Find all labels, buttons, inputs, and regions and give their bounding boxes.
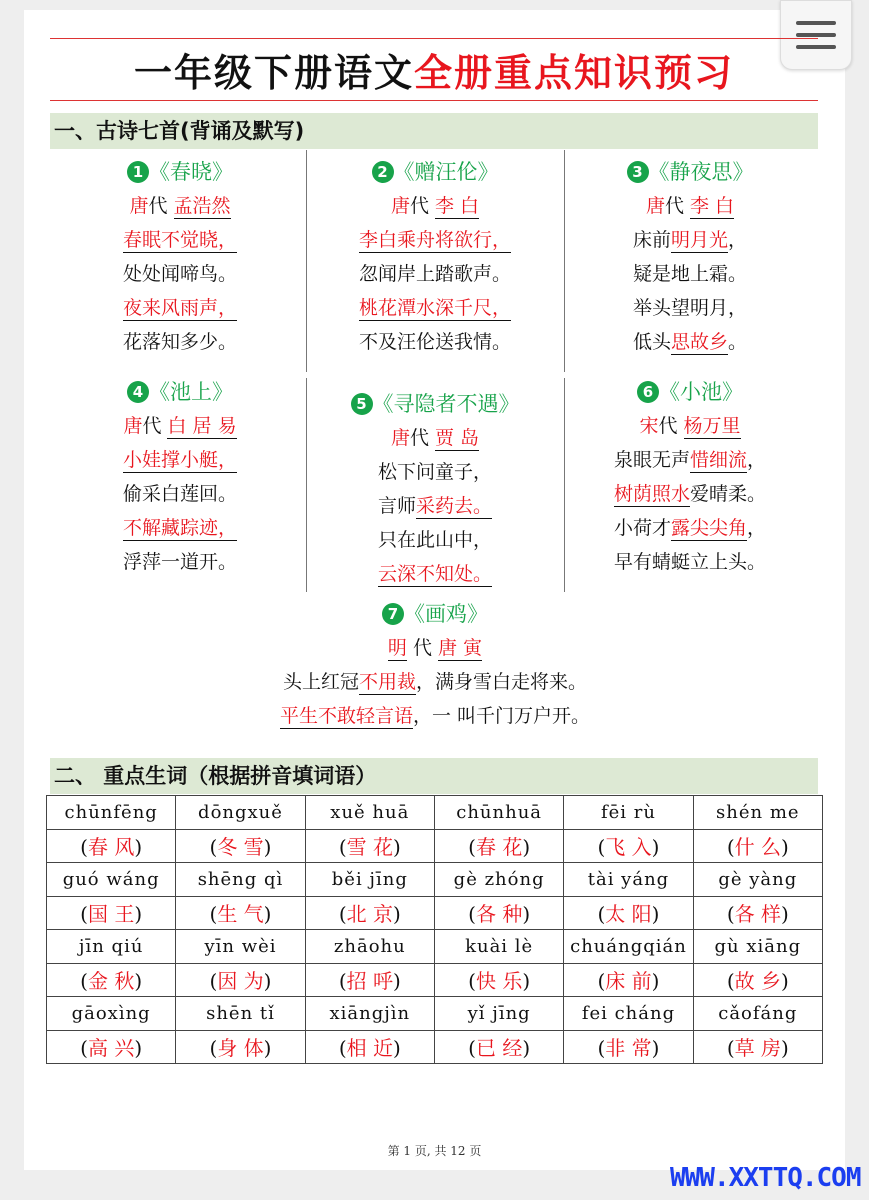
pinyin-cell: gè yàng <box>693 863 822 897</box>
poem-text: 代 <box>142 415 168 437</box>
poem-line <box>310 223 560 257</box>
answer-word: 非 常 <box>605 1036 652 1061</box>
poem-line <box>60 545 300 579</box>
poem-text: ，一 叫千门万户开。 <box>412 705 591 727</box>
answer-text: 桃花潭水深千尺， <box>358 297 511 319</box>
poem-text: ， <box>747 449 767 471</box>
poem-zengwanglun <box>310 155 560 359</box>
pinyin-cell: guó wáng <box>47 863 176 897</box>
pinyin-cell: xiāngjìn <box>305 997 434 1031</box>
poem-text: 松下问童子， <box>377 461 492 483</box>
poem-line <box>60 257 300 291</box>
answer-word: 国 王 <box>87 902 135 927</box>
poem-number-badge: 3 <box>627 161 649 183</box>
poem-line <box>570 325 810 359</box>
answer-cell: (非 常) <box>564 1030 693 1064</box>
poem-author-line <box>570 189 810 223</box>
poem-title-text: 《池上》 <box>149 380 233 404</box>
pinyin-cell: gù xiāng <box>693 930 822 964</box>
pinyin-cell: dōngxuě <box>176 796 305 830</box>
answer-cell: (床 前) <box>564 963 693 997</box>
poem-line <box>60 477 300 511</box>
poem-text: 代 <box>658 415 684 437</box>
poem-text: 不及汪伦送我情。 <box>358 331 511 353</box>
answer-word: 故 乡 <box>734 969 781 994</box>
answer-text: 白 居 易 <box>167 415 237 437</box>
pinyin-cell: chuángqián <box>564 930 693 964</box>
answer-text: 不解藏踪迹， <box>122 517 237 539</box>
answer-text: 采药去。 <box>416 495 493 517</box>
answer-word: 雪 花 <box>346 835 393 860</box>
poem-text: 举头望明月， <box>632 297 747 319</box>
poem-line <box>200 699 670 733</box>
answer-word: 太 阳 <box>605 902 652 927</box>
column-divider <box>306 150 307 372</box>
poem-text: 言师 <box>377 495 416 517</box>
poem-line <box>60 443 300 477</box>
poem-text: 疑是地上霜。 <box>632 263 747 285</box>
answer-text: 平生不敢轻言语 <box>279 705 413 727</box>
pinyin-cell: xuě huā <box>305 796 434 830</box>
answer-text: 杨万里 <box>683 415 741 437</box>
section1-heading: 一、古诗七首(背诵及默写) <box>50 113 818 149</box>
answer-text: 孟浩然 <box>173 195 231 217</box>
poem-text: 浮萍一道开。 <box>122 551 237 573</box>
pinyin-row <box>47 796 823 830</box>
answer-cell: (高 兴) <box>47 1030 176 1064</box>
answer-word: 身 体 <box>217 1036 264 1061</box>
poem-title <box>570 155 810 189</box>
poem-line <box>570 511 810 545</box>
poem-title-text: 《赠汪伦》 <box>393 160 499 184</box>
answer-cell: (春 风) <box>47 829 176 863</box>
poem-number-badge: 5 <box>351 393 373 415</box>
poem-line <box>60 511 300 545</box>
poem-title <box>310 387 560 421</box>
poem-xunyinzhe <box>310 387 560 591</box>
poem-line <box>310 523 560 557</box>
poem-text: 泉眼无声 <box>613 449 690 471</box>
pinyin-row <box>47 863 823 897</box>
poem-number-badge: 6 <box>637 381 659 403</box>
poem-line <box>310 455 560 489</box>
answer-word: 飞 入 <box>605 835 652 860</box>
poem-line <box>200 665 670 699</box>
pinyin-cell: shēn tǐ <box>176 997 305 1031</box>
answer-word: 生 气 <box>217 902 264 927</box>
answer-word: 金 秋 <box>87 969 135 994</box>
poem-number-badge: 4 <box>127 381 149 403</box>
answer-word: 招 呼 <box>346 969 393 994</box>
section2-heading: 二、 重点生词（根据拼音填词语） <box>50 758 818 794</box>
poem-title <box>60 155 300 189</box>
answer-text: 唐 <box>645 195 665 217</box>
poem-text: 代 <box>664 195 690 217</box>
poem-author-line <box>310 189 560 223</box>
answer-cell: (相 近) <box>305 1030 434 1064</box>
poem-title-text: 《寻隐者不遇》 <box>372 392 520 416</box>
answer-text: 李白乘舟将欲行， <box>358 229 511 251</box>
poem-author-line <box>200 631 670 665</box>
pinyin-cell: jīn qiú <box>47 930 176 964</box>
answer-text: 露尖尖角 <box>670 517 747 539</box>
poem-text: 处处闻啼鸟。 <box>122 263 237 285</box>
column-divider <box>564 378 565 592</box>
poem-line <box>570 443 810 477</box>
answer-cell: (身 体) <box>176 1030 305 1064</box>
poem-text: ， <box>728 229 748 251</box>
poem-line <box>310 325 560 359</box>
answer-cell: (草 房) <box>693 1030 822 1064</box>
answer-cell: (生 气) <box>176 896 305 930</box>
poem-text: 代 <box>409 195 435 217</box>
pinyin-cell: běi jīng <box>305 863 434 897</box>
answer-cell: (春 花) <box>434 829 563 863</box>
poem-jingyesi <box>570 155 810 359</box>
answer-text: 惜细流 <box>689 449 747 471</box>
poem-line <box>60 291 300 325</box>
poem-text: 偷采白莲回。 <box>122 483 237 505</box>
answer-row <box>47 829 823 863</box>
poem-title <box>310 155 560 189</box>
answer-cell: (已 经) <box>434 1030 563 1064</box>
poem-title-text: 《小池》 <box>659 380 743 404</box>
answer-text: 春眠不觉晓， <box>122 229 237 251</box>
pinyin-cell: shén me <box>693 796 822 830</box>
answer-text: 唐 <box>123 415 143 437</box>
answer-text: 小娃撑小艇， <box>122 449 237 471</box>
answer-word: 草 房 <box>734 1036 781 1061</box>
page-title <box>50 42 818 97</box>
poem-number-badge: 1 <box>127 161 149 183</box>
answer-word: 冬 雪 <box>217 835 264 860</box>
poem-line <box>570 545 810 579</box>
answer-row <box>47 896 823 930</box>
poem-line <box>310 489 560 523</box>
answer-word: 床 前 <box>605 969 652 994</box>
poem-chunxiao <box>60 155 300 359</box>
answer-word: 春 花 <box>475 835 523 860</box>
poem-text: ， <box>747 517 767 539</box>
poem-line <box>570 291 810 325</box>
answer-text: 李 白 <box>435 195 480 217</box>
answer-cell: (故 乡) <box>693 963 822 997</box>
poem-line <box>310 257 560 291</box>
poem-title <box>570 375 810 409</box>
answer-text: 云深不知处。 <box>377 563 492 585</box>
poem-title-text: 《春晓》 <box>149 160 233 184</box>
answer-text: 唐 <box>390 195 410 217</box>
answer-word: 快 乐 <box>475 969 523 994</box>
title-part2: 全册重点知识预习 <box>414 51 735 95</box>
answer-text: 宋 <box>639 415 659 437</box>
pinyin-cell: tài yáng <box>564 863 693 897</box>
title-part1: 一年级下册语文 <box>133 51 414 95</box>
answer-text: 不用裁 <box>358 671 416 693</box>
pinyin-cell: gāoxìng <box>47 997 176 1031</box>
answer-word: 已 经 <box>475 1036 523 1061</box>
answer-cell: (国 王) <box>47 896 176 930</box>
answer-text: 唐 <box>129 195 149 217</box>
answer-text: 思故乡 <box>670 331 728 353</box>
poem-text: 低头 <box>632 331 671 353</box>
poem-line <box>570 257 810 291</box>
poem-text: 代 <box>406 637 439 659</box>
answer-word: 北 京 <box>346 902 393 927</box>
poem-line <box>60 325 300 359</box>
answer-cell: (冬 雪) <box>176 829 305 863</box>
answer-word: 各 样 <box>734 902 781 927</box>
poem-line <box>310 291 560 325</box>
answer-cell: (太 阳) <box>564 896 693 930</box>
column-divider <box>306 378 307 592</box>
title-top-rule <box>50 38 818 39</box>
pinyin-cell: chūnhuā <box>434 796 563 830</box>
poem-line <box>310 557 560 591</box>
pinyin-cell: zhāohu <box>305 930 434 964</box>
poem-text: 头上红冠 <box>282 671 359 693</box>
pinyin-row <box>47 997 823 1031</box>
poem-text: 爱晴柔。 <box>690 483 767 505</box>
poem-text: 。 <box>728 331 748 353</box>
answer-text: 贾 岛 <box>435 427 480 449</box>
answer-word: 春 风 <box>87 835 135 860</box>
pinyin-cell: shēng qì <box>176 863 305 897</box>
pinyin-cell: yǐ jīng <box>434 997 563 1031</box>
answer-word: 什 么 <box>734 835 781 860</box>
hamburger-icon-bar <box>796 33 836 37</box>
watermark: WWW.XXTTQ.COM <box>670 1163 861 1193</box>
vocab-table <box>46 795 823 1064</box>
poem-text: ，满身雪白走将来。 <box>416 671 588 693</box>
poem-text: 代 <box>148 195 174 217</box>
poem-number-badge: 2 <box>372 161 394 183</box>
answer-text: 唐 <box>390 427 410 449</box>
pinyin-cell: yīn wèi <box>176 930 305 964</box>
answer-cell: (飞 入) <box>564 829 693 863</box>
poem-huaji <box>200 597 670 733</box>
title-bottom-rule <box>50 100 818 101</box>
answer-text: 夜来风雨声， <box>122 297 237 319</box>
poem-line <box>570 223 810 257</box>
answer-word: 因 为 <box>217 969 264 994</box>
pinyin-cell: chūnfēng <box>47 796 176 830</box>
answer-cell: (招 呼) <box>305 963 434 997</box>
pinyin-cell: cǎofáng <box>693 997 822 1031</box>
answer-text: 明 <box>387 637 407 659</box>
pinyin-row <box>47 930 823 964</box>
poem-title-text: 《静夜思》 <box>648 160 754 184</box>
pinyin-cell: fēi rù <box>564 796 693 830</box>
answer-cell: (什 么) <box>693 829 822 863</box>
answer-cell: (快 乐) <box>434 963 563 997</box>
answer-word: 高 兴 <box>87 1036 135 1061</box>
answer-text: 明月光 <box>670 229 728 251</box>
poem-chishang <box>60 375 300 579</box>
poem-author-line <box>570 409 810 443</box>
answer-cell: (雪 花) <box>305 829 434 863</box>
hamburger-icon-bar <box>796 21 836 25</box>
answer-text: 树荫照水 <box>613 483 690 505</box>
answer-cell: (因 为) <box>176 963 305 997</box>
answer-text: 李 白 <box>690 195 735 217</box>
poem-text: 床前 <box>632 229 671 251</box>
poem-line <box>60 223 300 257</box>
poem-text: 只在此山中， <box>377 529 492 551</box>
poem-title <box>200 597 670 631</box>
poem-text: 忽闻岸上踏歌声。 <box>358 263 511 285</box>
answer-cell: (各 种) <box>434 896 563 930</box>
poem-number-badge: 7 <box>382 603 404 625</box>
answer-word: 各 种 <box>475 902 523 927</box>
pinyin-cell: kuài lè <box>434 930 563 964</box>
answer-cell: (北 京) <box>305 896 434 930</box>
answer-row <box>47 963 823 997</box>
poem-text: 花落知多少。 <box>122 331 237 353</box>
poem-author-line <box>310 421 560 455</box>
poem-title-text: 《画鸡》 <box>404 602 488 626</box>
poem-author-line <box>60 409 300 443</box>
answer-cell: (各 样) <box>693 896 822 930</box>
answer-text: 唐 寅 <box>438 637 483 659</box>
column-divider <box>564 150 565 372</box>
poem-title <box>60 375 300 409</box>
pinyin-cell: fei cháng <box>564 997 693 1031</box>
answer-cell: (金 秋) <box>47 963 176 997</box>
answer-row <box>47 1030 823 1064</box>
answer-word: 相 近 <box>346 1036 393 1061</box>
poem-text: 早有蜻蜓立上头。 <box>613 551 766 573</box>
page-footer: 第 1 页, 共 12 页 <box>387 1144 482 1158</box>
poem-xiaochi <box>570 375 810 579</box>
pinyin-cell: gè zhóng <box>434 863 563 897</box>
poem-text: 代 <box>409 427 435 449</box>
poem-author-line <box>60 189 300 223</box>
poem-line <box>570 477 810 511</box>
poem-text: 小荷才 <box>613 517 671 539</box>
